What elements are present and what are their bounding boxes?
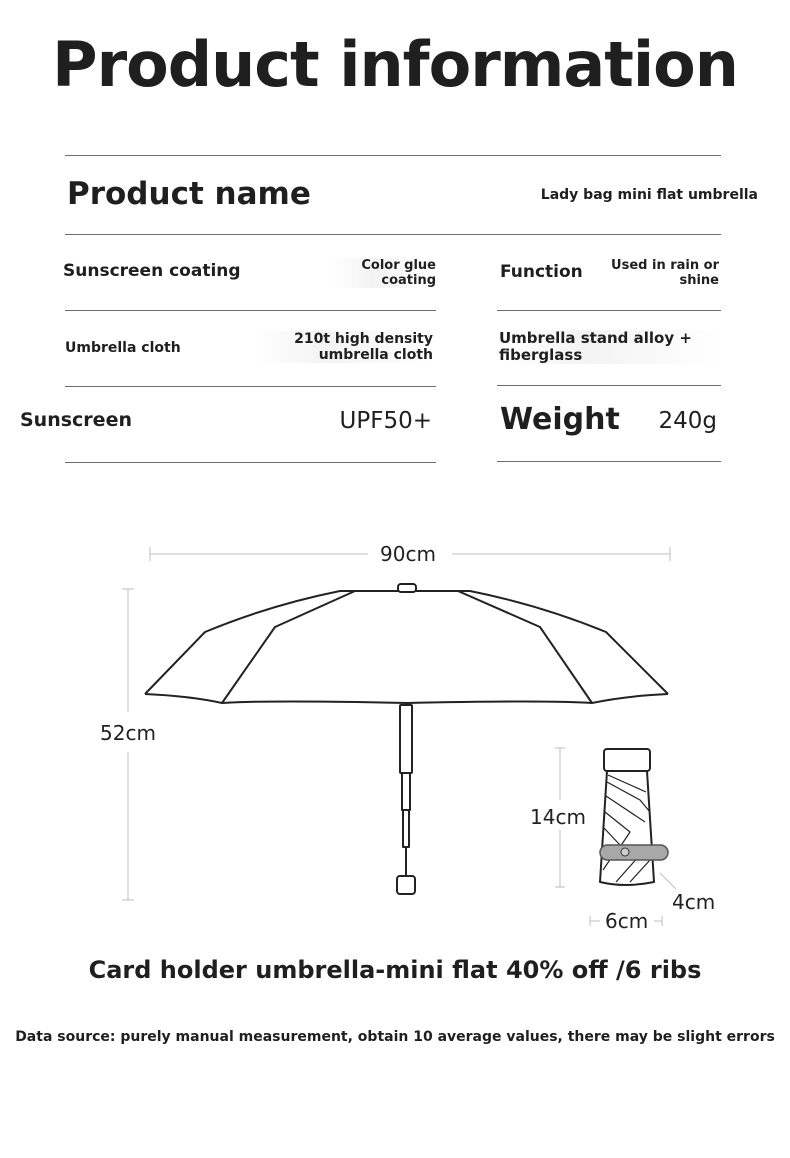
height-dimension-label: 52cm xyxy=(100,721,156,745)
umbrella-stand-line2: fiberglass xyxy=(499,346,583,364)
umbrella-cloth-value-line2: umbrella cloth xyxy=(318,347,433,363)
folded-depth-label: 4cm xyxy=(672,890,716,914)
folded-umbrella xyxy=(600,749,668,885)
product-name-label: Product name xyxy=(67,176,311,212)
open-umbrella-outline xyxy=(145,584,668,894)
folded-length-label: 14cm xyxy=(530,805,586,829)
product-name-value: Lady bag mini flat umbrella xyxy=(540,187,758,203)
data-source-note: Data source: purely manual measurement, obtain 10 average values, there may be slight errors xyxy=(15,1029,775,1045)
weight-value: 240g xyxy=(658,408,717,434)
umbrella-cloth-label: Umbrella cloth xyxy=(65,340,181,356)
umbrella-stand-line1: Umbrella stand alloy + xyxy=(499,329,692,347)
width-dimension-label: 90cm xyxy=(380,542,436,566)
product-caption: Card holder umbrella-mini flat 40% off /6 ribs xyxy=(88,956,702,984)
function-label: Function xyxy=(500,262,583,282)
function-value-line1: Used in rain or xyxy=(611,258,719,273)
umbrella-cloth-value-line1: 210t high density xyxy=(294,331,433,347)
sunscreen-coating-label: Sunscreen coating xyxy=(63,261,241,281)
sunscreen-coating-value-line2: coating xyxy=(381,273,436,288)
page-title: Product information xyxy=(52,28,738,101)
weight-label: Weight xyxy=(500,402,620,437)
sunscreen-label: Sunscreen xyxy=(20,409,132,431)
folded-width-label: 6cm xyxy=(605,909,649,933)
sunscreen-coating-value-line1: Color glue xyxy=(361,258,436,273)
sunscreen-value: UPF50+ xyxy=(339,408,432,434)
function-value-line2: shine xyxy=(679,273,719,288)
